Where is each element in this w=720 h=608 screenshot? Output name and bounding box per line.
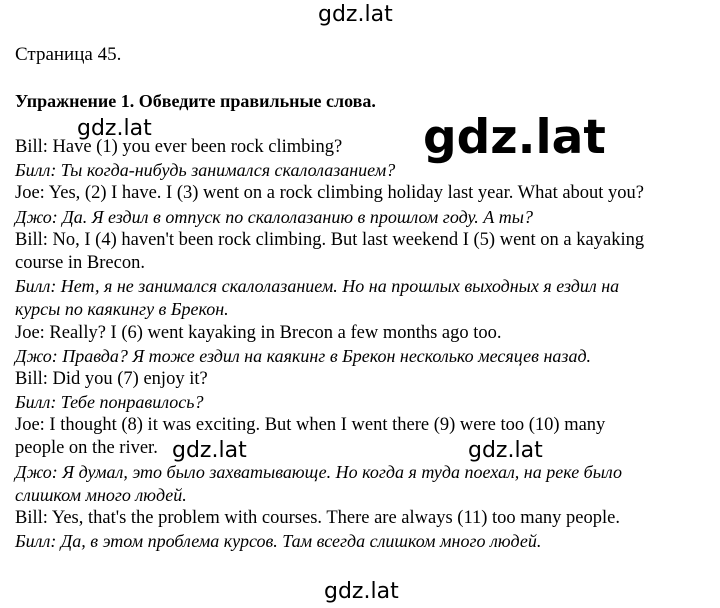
watermark-mid-left: gdz.lat <box>77 116 152 141</box>
dialogue-line: Bill: No, I (4) haven't been rock climbing. But last weekend I (5) went on a kayaking <box>15 229 645 250</box>
translation-line: Джо: Да. Я ездил в отпуск по скалолазанию в прошлом году. А ты? <box>15 206 533 227</box>
translation-line: Билл: Ты когда-нибудь занимался скалолазанием? <box>15 160 396 181</box>
exercise-heading: Упражнение 1. Обведите правильные слова. <box>15 91 376 111</box>
translation-line: Билл: Нет, я не занимался скалолазанием. Но на прошлых выходных я ездил на <box>15 276 620 297</box>
dialogue-line: Bill: Have (1) you ever been rock climbing? <box>15 137 343 157</box>
dialogue-line: Joe: Really? I (6) went kayaking in Brecon a few months ago too. <box>15 322 502 343</box>
dialogue-line: Joe: I thought (8) it was exciting. But when I went there (9) were too (10) many <box>15 415 606 436</box>
translation-line: слишком много людей. <box>15 484 187 505</box>
dialogue-line: course in Brecon. <box>15 252 145 273</box>
page-number: Страница 45. <box>15 44 122 65</box>
watermark-large: gdz.lat <box>423 110 606 165</box>
watermark-low-left: gdz.lat <box>172 438 247 463</box>
dialogue-text <box>15 136 710 553</box>
dialogue-line: Bill: Did you (7) enjoy it? <box>15 368 208 389</box>
translation-line: Билл: Тебе понравилось? <box>15 392 204 413</box>
dialogue-line: Joe: Yes, (2) I have. I (3) went on a rock climbing holiday last year. What about you? <box>15 183 645 204</box>
translation-line: Билл: Да, в этом проблема курсов. Там всегда слишком много людей. <box>15 531 542 552</box>
translation-line: курсы по каякингу в Брекон. <box>15 299 229 320</box>
watermark-top: gdz.lat <box>318 2 393 27</box>
dialogue-line: Bill: Yes, that's the problem with courses. There are always (11) too many people. <box>15 508 620 528</box>
translation-line: Джо: Правда? Я тоже ездил на каякинг в Брекон несколько месяцев назад. <box>15 345 592 366</box>
watermark-low-right: gdz.lat <box>468 438 543 463</box>
dialogue-line: people on the river. <box>15 438 158 459</box>
watermark-bottom: gdz.lat <box>324 579 399 604</box>
translation-line: Джо: Я думал, это было захватывающе. Но когда я туда поехал, на реке было <box>15 461 622 482</box>
